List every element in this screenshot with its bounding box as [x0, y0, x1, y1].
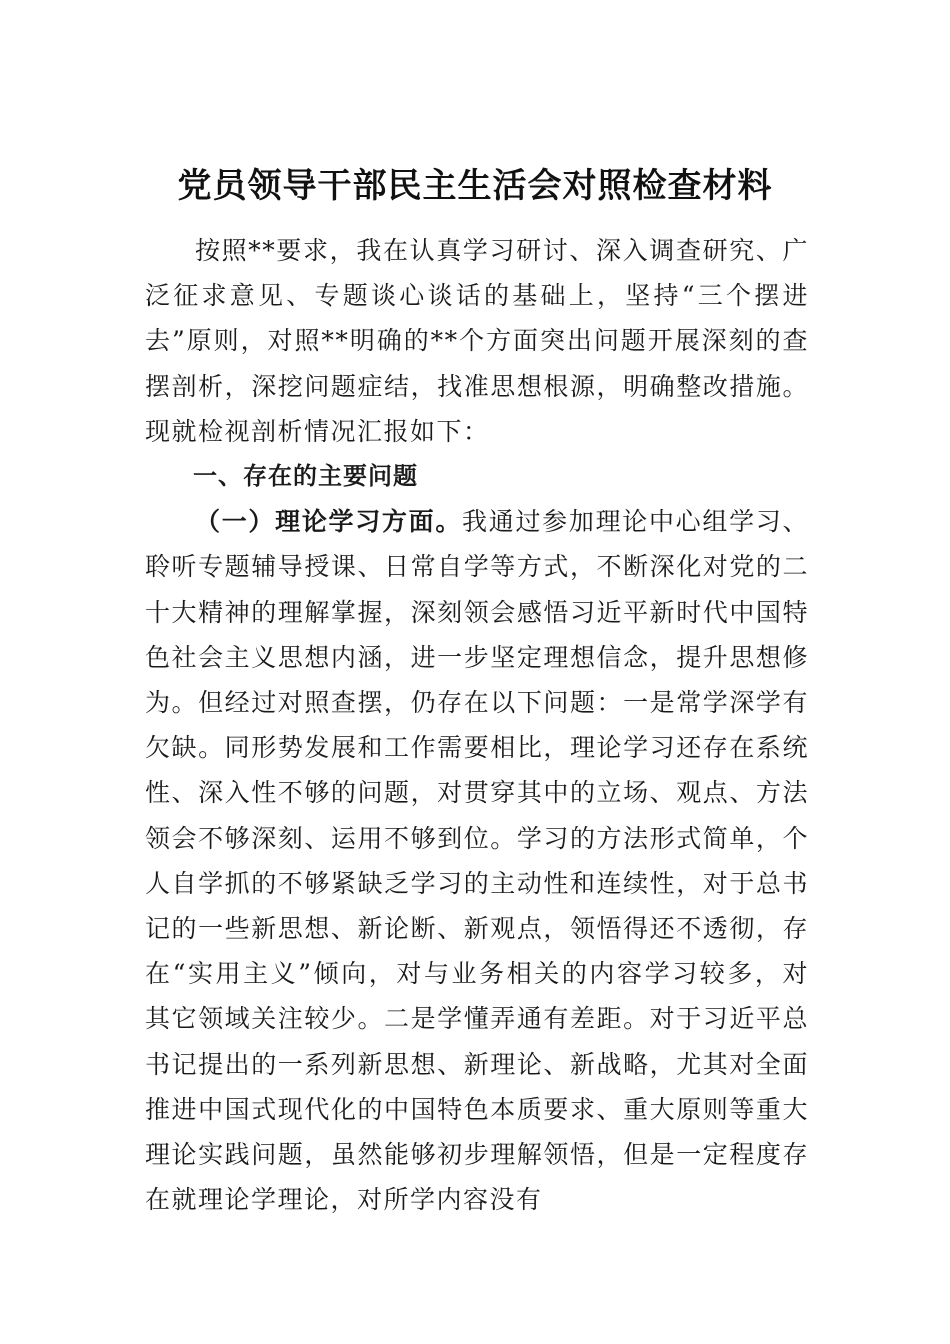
document-title: 党员领导干部民主生活会对照检查材料: [177, 166, 773, 206]
subsection-lead: （一）理论学习方面。: [195, 507, 463, 537]
document-body: [145, 228, 809, 1222]
subsection-text: 我通过参加理论中心组学习、聆听专题辅导授课、日常自学等方式，不断深化对党的二十大精神的理解掌握，深刻领会感悟习近平新时代中国特色社会主义思想内涵，进一步坚定理想信念，提升思想修为。但经过对照查摆，仍存在以下问题：一是常学深学有欠缺。同形势发展和工作需要相比，理论学习还存在系统性、深入性不够的问题，对贯穿其中的立场、观点、方法领会不够深刻、运用不够到位。学习的方法形式简单，个人自学抓的不够紧缺乏学习的主动性和连续性，对于总书记的一些新思想、新论断、新观点，领悟得还不透彻，存在“实用主义”倾向，对与业务相关的内容学习较多，对其它领域关注较少。二是学懂弄通有差距。对于习近平总书记提出的一系列新思想、新理论、新战略，尤其对全面推进中国式现代化的中国特色本质要求、重大原则等重大理论实践问题，虽然能够初步理解领悟，但是一定程度存在就理论学理论，对所学内容没有: [145, 507, 809, 1215]
section-heading: 一、存在的主要问题: [193, 462, 418, 491]
subsection-paragraph: [145, 499, 809, 1222]
intro-paragraph: 按照**要求，我在认真学习研讨、深入调查研究、广泛征求意见、专题谈心谈话的基础上，坚持“三个摆进去”原则，对照**明确的**个方面突出问题开展深刻的查摆剖析，深挖问题症结，找准思想根源，明确整改措施。现就检视剖析情况汇报如下：: [145, 236, 809, 446]
